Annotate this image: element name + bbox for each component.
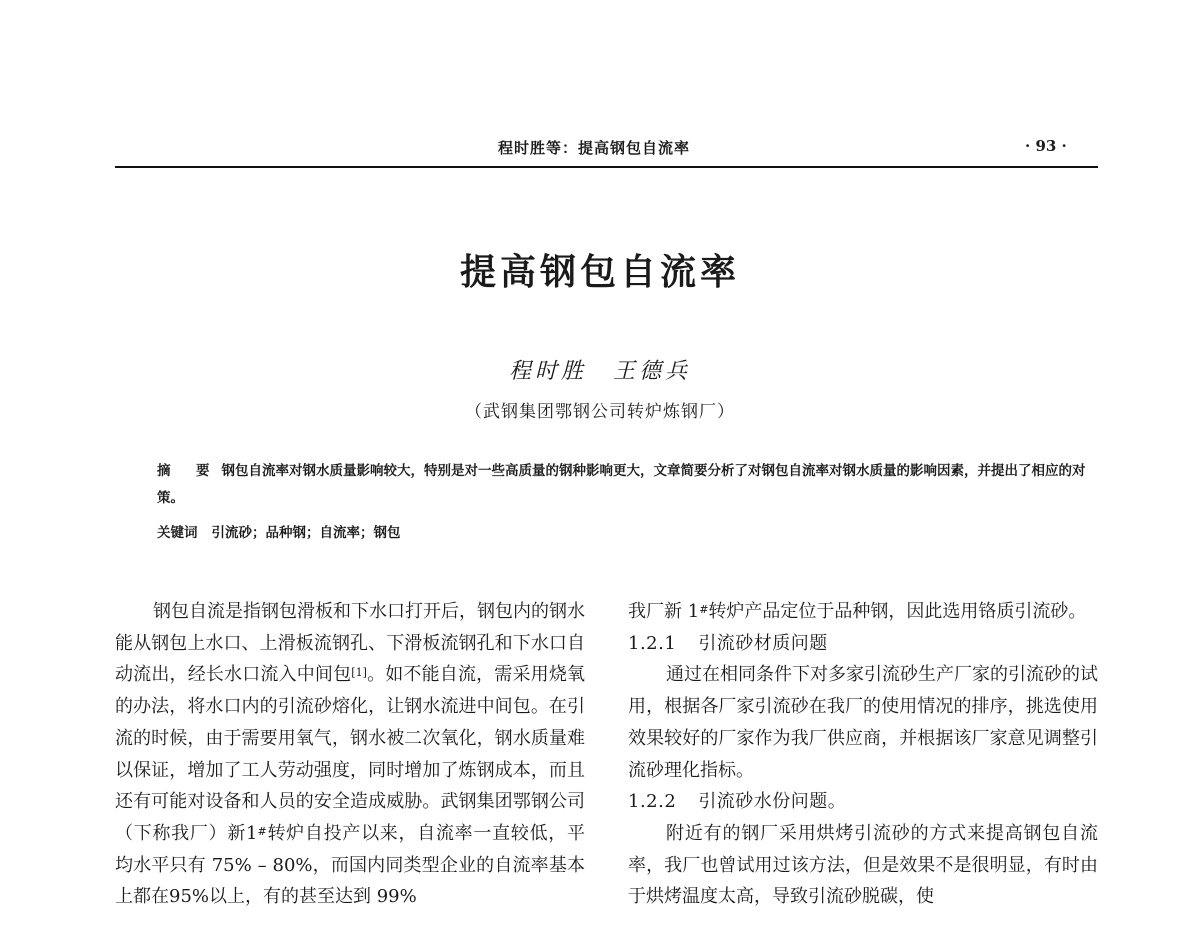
paragraph-text: 我厂新 1 [628, 601, 700, 622]
superscript-mark: # [257, 824, 267, 838]
article-authors: 程时胜 王德兵 [508, 359, 691, 384]
body-column-right [628, 596, 1098, 913]
abstract-text: 钢包自流率对钢水质量影响较大，特别是对一些高质量的钢种影响更大，文章简要分析了对钢包自流率对钢水质量的影响因素，并提出了相应的对策。 [157, 463, 1086, 506]
section-heading-text: 引流砂材质问题 [698, 632, 828, 654]
keywords-text: 引流砂；品种钢；自流率；钢包 [211, 525, 401, 541]
body-paragraph [628, 596, 1098, 628]
paragraph-text: 钢包自流是指钢包滑板和下水口打开后，钢包内的钢水能从钢包上水口、上滑板流钢孔、下滑板流钢孔和下水口自动流出，经长水口流入中间包 [115, 601, 585, 686]
section-number: 1.2.1 [628, 632, 677, 654]
keywords-label: 关键词 [157, 525, 198, 541]
body-paragraph [115, 596, 585, 913]
author-affiliation: （武钢集团鄂钢公司转炉炼钢厂） [465, 402, 735, 422]
running-title: 程时胜等：提高钢包自流率 [498, 139, 691, 157]
section-heading [628, 628, 1098, 660]
paragraph-text: 转炉自投产以来，自流率一直较低，平均水平只有 75% – 80%，而国内同类型企业的自流率基本上都在95%以上，有的甚至达到 99% [115, 822, 586, 908]
abstract-label: 摘 要 [157, 463, 216, 479]
page-number: · 93 · [1025, 137, 1067, 155]
superscript-mark: # [699, 603, 709, 616]
article-title: 提高钢包自流率 [459, 252, 740, 293]
body-paragraph: 附近有的钢厂采用烘烤引流砂的方式来提高钢包自流率，我厂也曾试用过该方法，但是效果不是很明显，有时由于烘烤温度太高，导致引流砂脱碳，使 [628, 822, 1098, 908]
paragraph-text: 。如不能自流，需采用烧氧的办法，将水口内的引流砂熔化，让钢水流进中间包。在引流的时候，由于需要用氧气，钢水被二次氧化，钢水质量难以保证，增加了工人劳动强度，同时增加了炼钢成本，而且还有可能对设备和人员的安全造成威胁。武钢集团鄂钢公司（下称我厂）新1 [115, 664, 586, 844]
body-column-left [115, 596, 585, 913]
keywords [157, 521, 401, 541]
header-rule [115, 166, 1098, 168]
section-heading-text: 引流砂水份问题。 [698, 791, 847, 813]
section-number: 1.2.2 [628, 791, 677, 813]
section-heading [628, 786, 1098, 818]
citation-ref: [1] [351, 666, 367, 680]
abstract [157, 458, 1097, 512]
body-paragraph: 通过在相同条件下对多家引流砂生产厂家的引流砂的试用，根据各厂家引流砂在我厂的使用情况的排序，挑选使用效果较好的厂家作为我厂供应商，并根据该厂家意见调整引流砂理化指标。 [628, 664, 1098, 781]
paragraph-text: 转炉产品定位于品种钢，因此选用铬质引流砂。 [708, 601, 1087, 622]
